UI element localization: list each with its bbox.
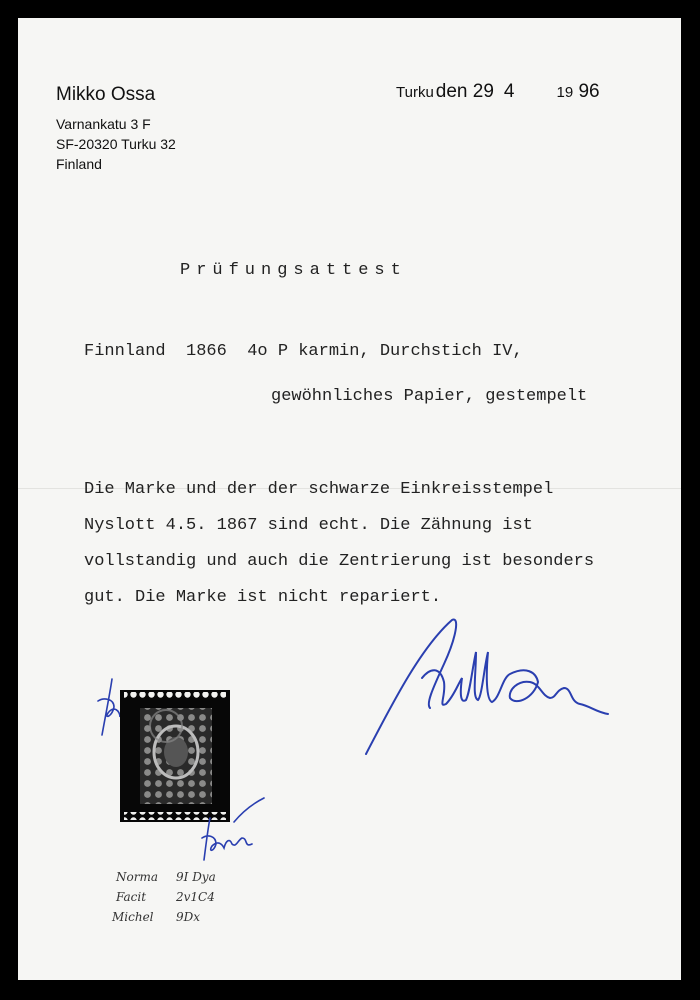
document-title: Prüfungsattest <box>180 261 407 280</box>
date-day: 29 <box>472 81 494 102</box>
sender-street: Varnankatu 3 F <box>56 116 151 132</box>
text-line-4: gut. Die Marke ist nicht repariert. <box>84 588 442 607</box>
catalog-michel-label: Michel <box>112 910 154 924</box>
catalog-facit-value: 2v1C4 <box>176 890 215 904</box>
sender-name: Mikko Ossa <box>56 84 156 105</box>
signature-image <box>360 608 610 758</box>
text-line-1: Die Marke und der der schwarze Einkreisstempel <box>84 480 554 499</box>
sender-country: Finland <box>56 156 102 172</box>
item-line-2: gewöhnliches Papier, gestempelt <box>271 387 588 406</box>
date-line <box>396 81 600 103</box>
catalog-norma-label: Norma <box>116 870 158 884</box>
date-month: 4 <box>503 81 515 102</box>
attest-sheet <box>18 18 681 980</box>
date-city: Turku <box>396 84 434 101</box>
sender-block <box>56 84 176 172</box>
date-prefix: den <box>435 81 468 102</box>
text-line-3: vollstandig und auch die Zentrierung ist besonders <box>84 552 595 571</box>
item-line-1: Finnland 1866 4o P karmin, Durchstich IV, <box>84 342 523 361</box>
date-century: 19 <box>556 84 574 101</box>
catalog-norma-value: 9I Dya <box>176 870 216 884</box>
catalog-facit-label: Facit <box>116 890 147 904</box>
sender-postal: SF-20320 Turku 32 <box>56 136 176 152</box>
date-year: 96 <box>578 81 600 102</box>
text-line-2: Nyslott 4.5. 1867 sind echt. Die Zähnung ist <box>84 516 533 535</box>
pencil-mark-2 <box>198 794 268 864</box>
catalog-michel-value: 9Dx <box>176 910 201 924</box>
